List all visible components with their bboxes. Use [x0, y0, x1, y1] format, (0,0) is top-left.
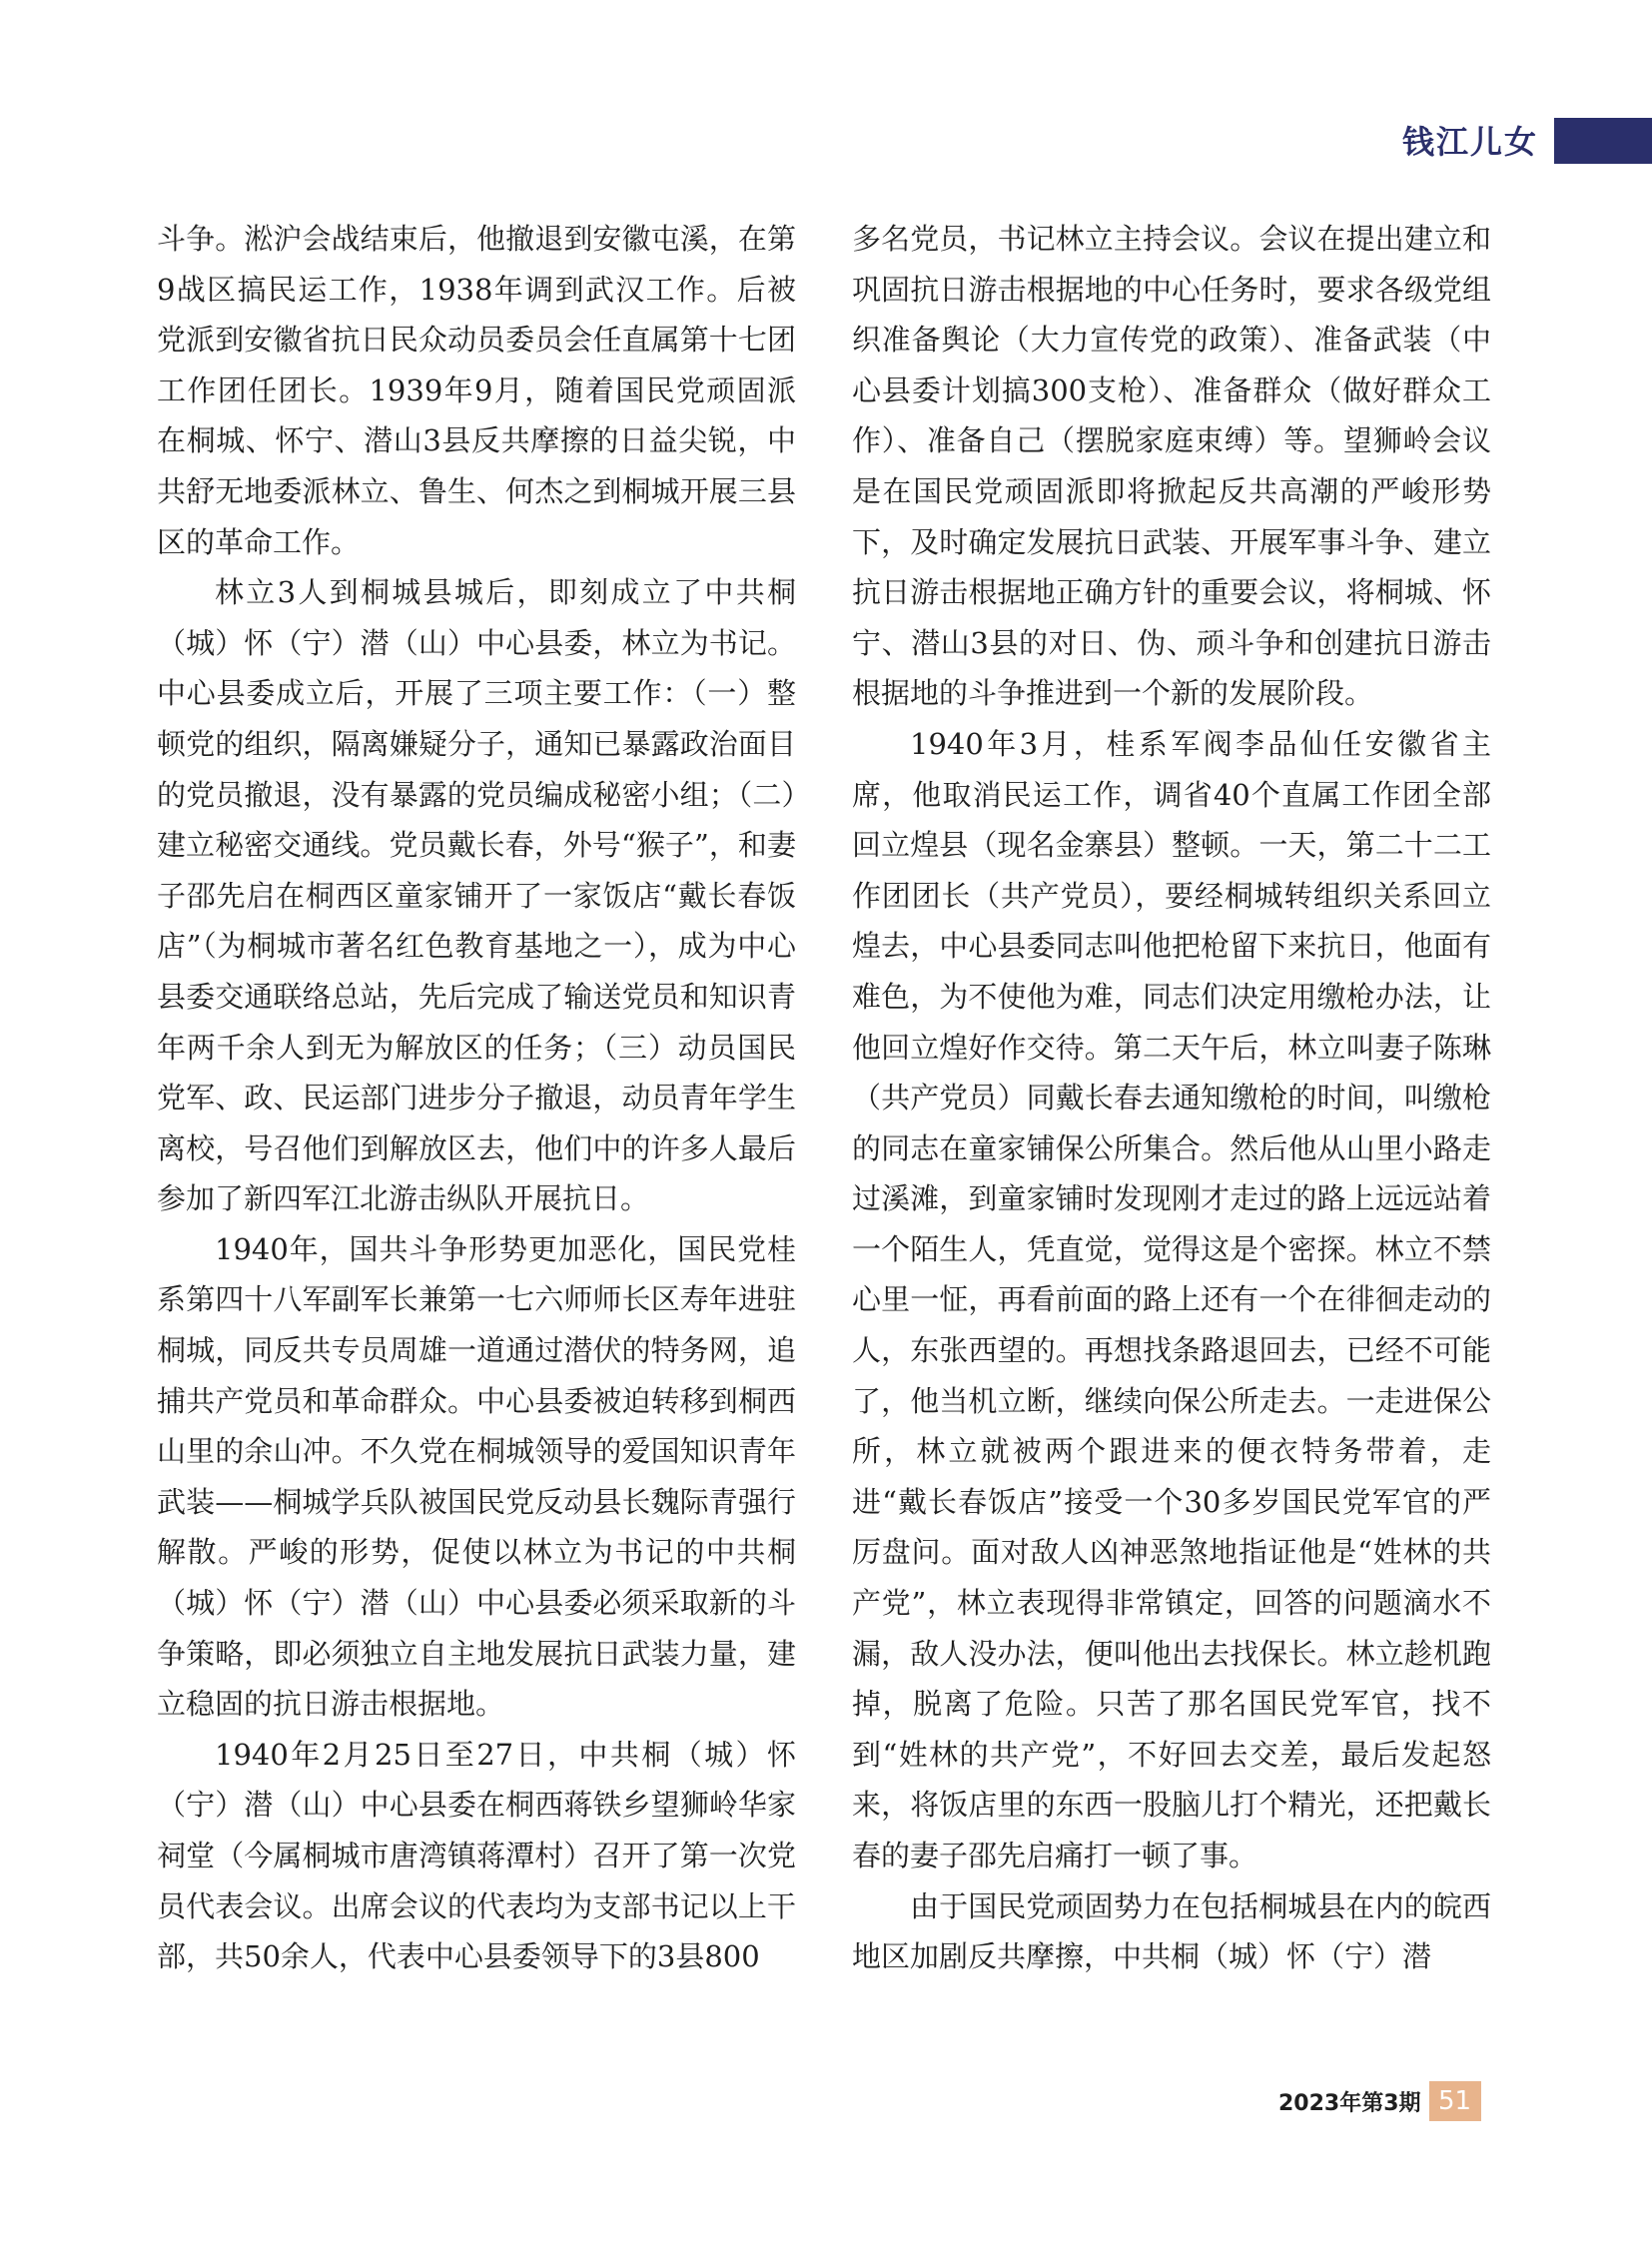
paragraph: 1940年2月25日至27日，中共桐（城）怀（宁）潜（山）中心县委在桐西蒋铁乡望狮岭华家祠堂（今属桐城市唐湾镇蒋潭村）召开了第一次党员代表会议。出席会议的代表均为支部书记以上干部，共50余人，代表中心县委领导下的3县800: [157, 1737, 796, 1974]
column-title: 钱江儿女: [1401, 123, 1538, 161]
paragraph: 斗争。淞沪会战结束后，他撤退到安徽屯溪，在第9战区搞民运工作，1938年调到武汉工作。后被党派到安徽省抗日民众动员委员会任直属第十七团工作团任团长。1939年9月，随着国民党顽固派在桐城、怀宁、潜山3县反共摩擦的日益尖锐，中共舒无地委派林立、鲁生、何杰之到桐城开展三县区的革命工作。: [157, 222, 796, 559]
article-column-left: [157, 214, 796, 1982]
article-column-right: [852, 214, 1491, 1982]
issue-label: 2023年第3期: [1278, 2090, 1421, 2116]
paragraph: 1940年3月，桂系军阀李品仙任安徽省主席，他取消民运工作，调省40个直属工作团全部回立煌县（现名金寨县）整顿。一天，第二十二工作团团长（共产党员），要经桐城转组织关系回立煌去，中心县委同志叫他把枪留下来抗日，他面有难色，为不使他为难，同志们决定用缴枪办法，让他回立煌好作交待。第二天午后，林立叫妻子陈琳（共产党员）同戴长春去通知缴枪的时间，叫缴枪的同志在童家铺保公所集合。然后他从山里小路走过溪滩，到童家铺时发现刚才走过的路上远远站着一个陌生人，凭直觉，觉得这是个密探。林立不禁心里一怔，再看前面的路上还有一个在徘徊走动的人，东张西望的。再想找条路退回去，已经不可能了，他当机立断，继续向保公所走去。一走进保公所，林立就被两个跟进来的便衣特务带着，走进“戴长春饭店”接受一个30多岁国民党军官的严厉盘问。面对敌人凶神恶煞地指证他是“姓林的共产党”，林立表现得非常镇定，回答的问题滴水不漏，敌人没办法，便叫他出去找保长。林立趁机跑掉，脱离了危险。只苦了那名国民党军官，找不到“姓林的共产党”，不好回去交差，最后发起怒来，将饭店里的东西一股脑儿打个精光，还把戴长春的妻子邵先启痛打一顿了事。: [852, 726, 1491, 1872]
paragraph: 由于国民党顽固势力在包括桐城县在内的皖西地区加剧反共摩擦，中共桐（城）怀（宁）潜: [852, 1888, 1491, 1974]
header-accent-block: [1554, 118, 1652, 164]
paragraph: 多名党员，书记林立主持会议。会议在提出建立和巩固抗日游击根据地的中心任务时，要求各级党组织准备舆论（大力宣传党的政策）、准备武装（中心县委计划搞300支枪）、准备群众（做好群众工作）、准备自己（摆脱家庭束缚）等。望狮岭会议是在国民党顽固派即将掀起反共高潮的严峻形势下，及时确定发展抗日武装、开展军事斗争、建立抗日游击根据地正确方针的重要会议，将桐城、怀宁、潜山3县的对日、伪、顽斗争和创建抗日游击根据地的斗争推进到一个新的发展阶段。: [852, 222, 1491, 711]
paragraph: 1940年，国共斗争形势更加恶化，国民党桂系第四十八军副军长兼第一七六师师长区寿年进驻桐城，同反共专员周雄一道通过潜伏的特务网，追捕共产党员和革命群众。中心县委被迫转移到桐西山里的余山冲。不久党在桐城领导的爱国知识青年武装——桐城学兵队被国民党反动县长魏际青强行解散。严峻的形势，促使以林立为书记的中共桐（城）怀（宁）潜（山）中心县委必须采取新的斗争策略，即必须独立自主地发展抗日武装力量，建立稳固的抗日游击根据地。: [157, 1231, 796, 1722]
paragraph: 林立3人到桐城县城后，即刻成立了中共桐（城）怀（宁）潜（山）中心县委，林立为书记。中心县委成立后，开展了三项主要工作：（一）整顿党的组织，隔离嫌疑分子，通知已暴露政治面目的党员撤退，没有暴露的党员编成秘密小组；（二）建立秘密交通线。党员戴长春，外号“猴子”，和妻子邵先启在桐西区童家铺开了一家饭店“戴长春饭店”（为桐城市著名红色教育基地之一），成为中心县委交通联络总站，先后完成了输送党员和知识青年两千余人到无为解放区的任务；（三）动员国民党军、政、民运部门进步分子撤退，动员青年学生离校，号召他们到解放区去，他们中的许多人最后参加了新四军江北游击纵队开展抗日。: [157, 575, 796, 1216]
page-footer: [1278, 2081, 1481, 2121]
page-number-badge: 51: [1429, 2081, 1481, 2121]
